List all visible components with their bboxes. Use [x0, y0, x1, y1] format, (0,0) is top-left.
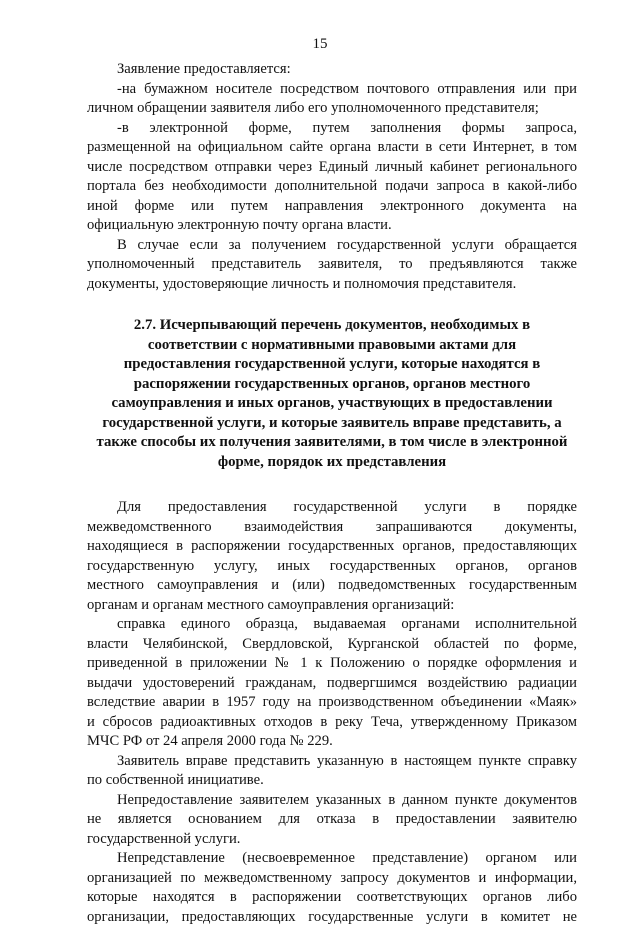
text-line: Для предоставления государственной услуги в порядке: [87, 498, 577, 518]
text-line: МЧС РФ от 24 апреля 2000 года № 229.: [87, 732, 577, 752]
text-line: числе посредством отправки через Единый личный кабинет регионального: [87, 158, 577, 178]
text-line: власти Челябинской, Свердловской, Курганской областей по форме,: [87, 635, 577, 655]
text-line: организации, предоставляющих государственные услуги в комитет не: [87, 908, 577, 927]
text-line: Заявление предоставляется:: [87, 60, 577, 80]
text-line: местного самоуправления и (или) подведомственных государственным: [87, 576, 577, 596]
text-line: -в электронной форме, путем заполнения формы запроса,: [87, 119, 577, 139]
heading-line: государственной услуги, и которые заявитель вправе представить, а: [87, 414, 577, 434]
intro-section: [87, 60, 577, 294]
text-line: межведомственного взаимодействия запрашиваются документы,: [87, 518, 577, 538]
text-line: -на бумажном носителе посредством почтового отправления или при: [87, 80, 577, 100]
heading-line: также способы их получения заявителями, в том числе в электронной: [87, 433, 577, 453]
text-line: выдачи удостоверений гражданам, подвергшимся воздействию радиации: [87, 674, 577, 694]
text-line: приведенной в приложении № 1 к Положению о порядке оформления и: [87, 654, 577, 674]
text-line: справка единого образца, выдаваемая органами исполнительной: [87, 615, 577, 635]
text-line: Заявитель вправе представить указанную в настоящем пункте справку: [87, 752, 577, 772]
text-line: по собственной инициативе.: [87, 771, 577, 791]
heading-line: форме, порядок их представления: [87, 453, 577, 473]
text-line: и сбросов радиоактивных отходов в реку Теча, утвержденному Приказом: [87, 713, 577, 733]
text-line: не является основанием для отказа в предоставлении заявителю: [87, 810, 577, 830]
heading-line: 2.7. Исчерпывающий перечень документов, необходимых в: [87, 316, 577, 336]
page-number: 15: [0, 36, 640, 53]
text-line: которые находятся в распоряжении соответствующих органов либо: [87, 888, 577, 908]
heading-line: предоставления государственной услуги, которые находятся в: [87, 355, 577, 375]
text-line: органам и органам местного самоуправления организаций:: [87, 596, 577, 616]
heading-line: самоуправления и иных органов, участвующих в предоставлении: [87, 394, 577, 414]
text-line: государственной услуги.: [87, 830, 577, 850]
main-section: [87, 498, 577, 927]
text-line: организацией по межведомственному запросу документов и информации,: [87, 869, 577, 889]
text-line: личном обращении заявителя либо его уполномоченного представителя;: [87, 99, 577, 119]
text-line: уполномоченный представитель заявителя, то предъявляются также: [87, 255, 577, 275]
document-body: [87, 60, 577, 927]
text-line: Непредоставление заявителем указанных в данном пункте документов: [87, 791, 577, 811]
text-line: Непредставление (несвоевременное представление) органом или: [87, 849, 577, 869]
heading-line: распоряжении государственных органов, органов местного: [87, 375, 577, 395]
text-line: документы, удостоверяющие личность и полномочия представителя.: [87, 275, 577, 295]
text-line: официальную электронную почту органа власти.: [87, 216, 577, 236]
text-line: В случае если за получением государственной услуги обращается: [87, 236, 577, 256]
text-line: находящиеся в распоряжении государственных органов, предоставляющих: [87, 537, 577, 557]
heading-line: соответствии с нормативными правовыми актами для: [87, 336, 577, 356]
text-line: государственную услугу, иных государственных органов, органов: [87, 557, 577, 577]
text-line: портала без необходимости дополнительной подачи запроса в какой-либо: [87, 177, 577, 197]
text-line: вследствие аварии в 1957 году на производственном объединении «Маяк»: [87, 693, 577, 713]
text-line: иной форме или путем направления электронного документа на: [87, 197, 577, 217]
section-heading: [87, 316, 577, 472]
text-line: размещенной на официальном сайте органа власти в сети Интернет, в том: [87, 138, 577, 158]
